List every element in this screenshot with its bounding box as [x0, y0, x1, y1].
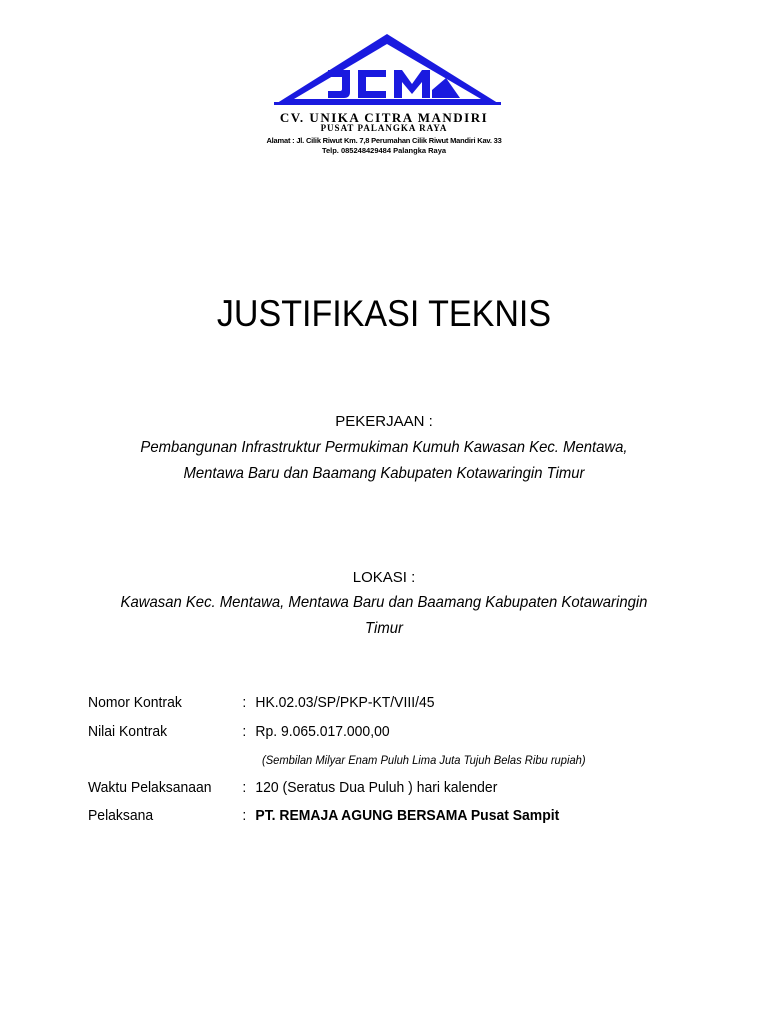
nilai-terbilang: (Sembilan Milyar Enam Puluh Lima Juta Tujuh Belas Ribu rupiah) [262, 753, 586, 767]
detail-value: PT. REMAJA AGUNG BERSAMA Pusat Sampit [255, 807, 560, 824]
detail-value: 120 (Seratus Dua Puluh ) hari kalender [255, 779, 498, 796]
lokasi-line-2: Timur [365, 620, 403, 637]
pekerjaan-label: PEKERJAAN : [335, 413, 433, 430]
detail-colon: : [242, 779, 247, 796]
detail-value: HK.02.03/SP/PKP-KT/VIII/45 [255, 694, 435, 711]
company-branch: PUSAT PALANGKA RAYA [320, 123, 448, 133]
detail-value: Rp. 9.065.017.000,00 [255, 723, 390, 740]
detail-row-waktu-pelaksanaan [88, 779, 497, 796]
company-logo [270, 30, 505, 110]
detail-colon: : [242, 807, 247, 824]
detail-key: Pelaksana [88, 807, 154, 824]
detail-row-nilai-kontrak [88, 723, 390, 740]
lokasi-line-1: Kawasan Kec. Mentawa, Mentawa Baru dan Baamang Kabupaten Kotawaringin [120, 594, 648, 611]
company-name: CV. UNIKA CITRA MANDIRI [279, 110, 489, 125]
company-phone: Telp. 085248429484 Palangka Raya [321, 146, 447, 155]
detail-colon: : [242, 694, 247, 711]
company-address: Alamat : Jl. Cilik Riwut Km. 7,8 Perumahan Cilik Riwut Mandiri Kav. 33 [266, 136, 502, 145]
detail-key: Nilai Kontrak [88, 723, 168, 740]
logo-base-bar [274, 102, 501, 105]
document-title: JUSTIFIKASI TEKNIS [216, 293, 552, 334]
lokasi-label: LOKASI : [352, 569, 416, 586]
pekerjaan-line-1: Pembangunan Infrastruktur Permukiman Kumuh Kawasan Kec. Mentawa, [140, 439, 628, 456]
detail-row-pelaksana [88, 807, 559, 824]
detail-colon: : [242, 723, 247, 740]
detail-key: Nomor Kontrak [88, 694, 182, 711]
detail-row-nomor-kontrak [88, 694, 435, 711]
pekerjaan-line-2: Mentawa Baru dan Baamang Kabupaten Kotawaringin Timur [183, 465, 585, 482]
detail-key: Waktu Pelaksanaan [88, 779, 212, 796]
